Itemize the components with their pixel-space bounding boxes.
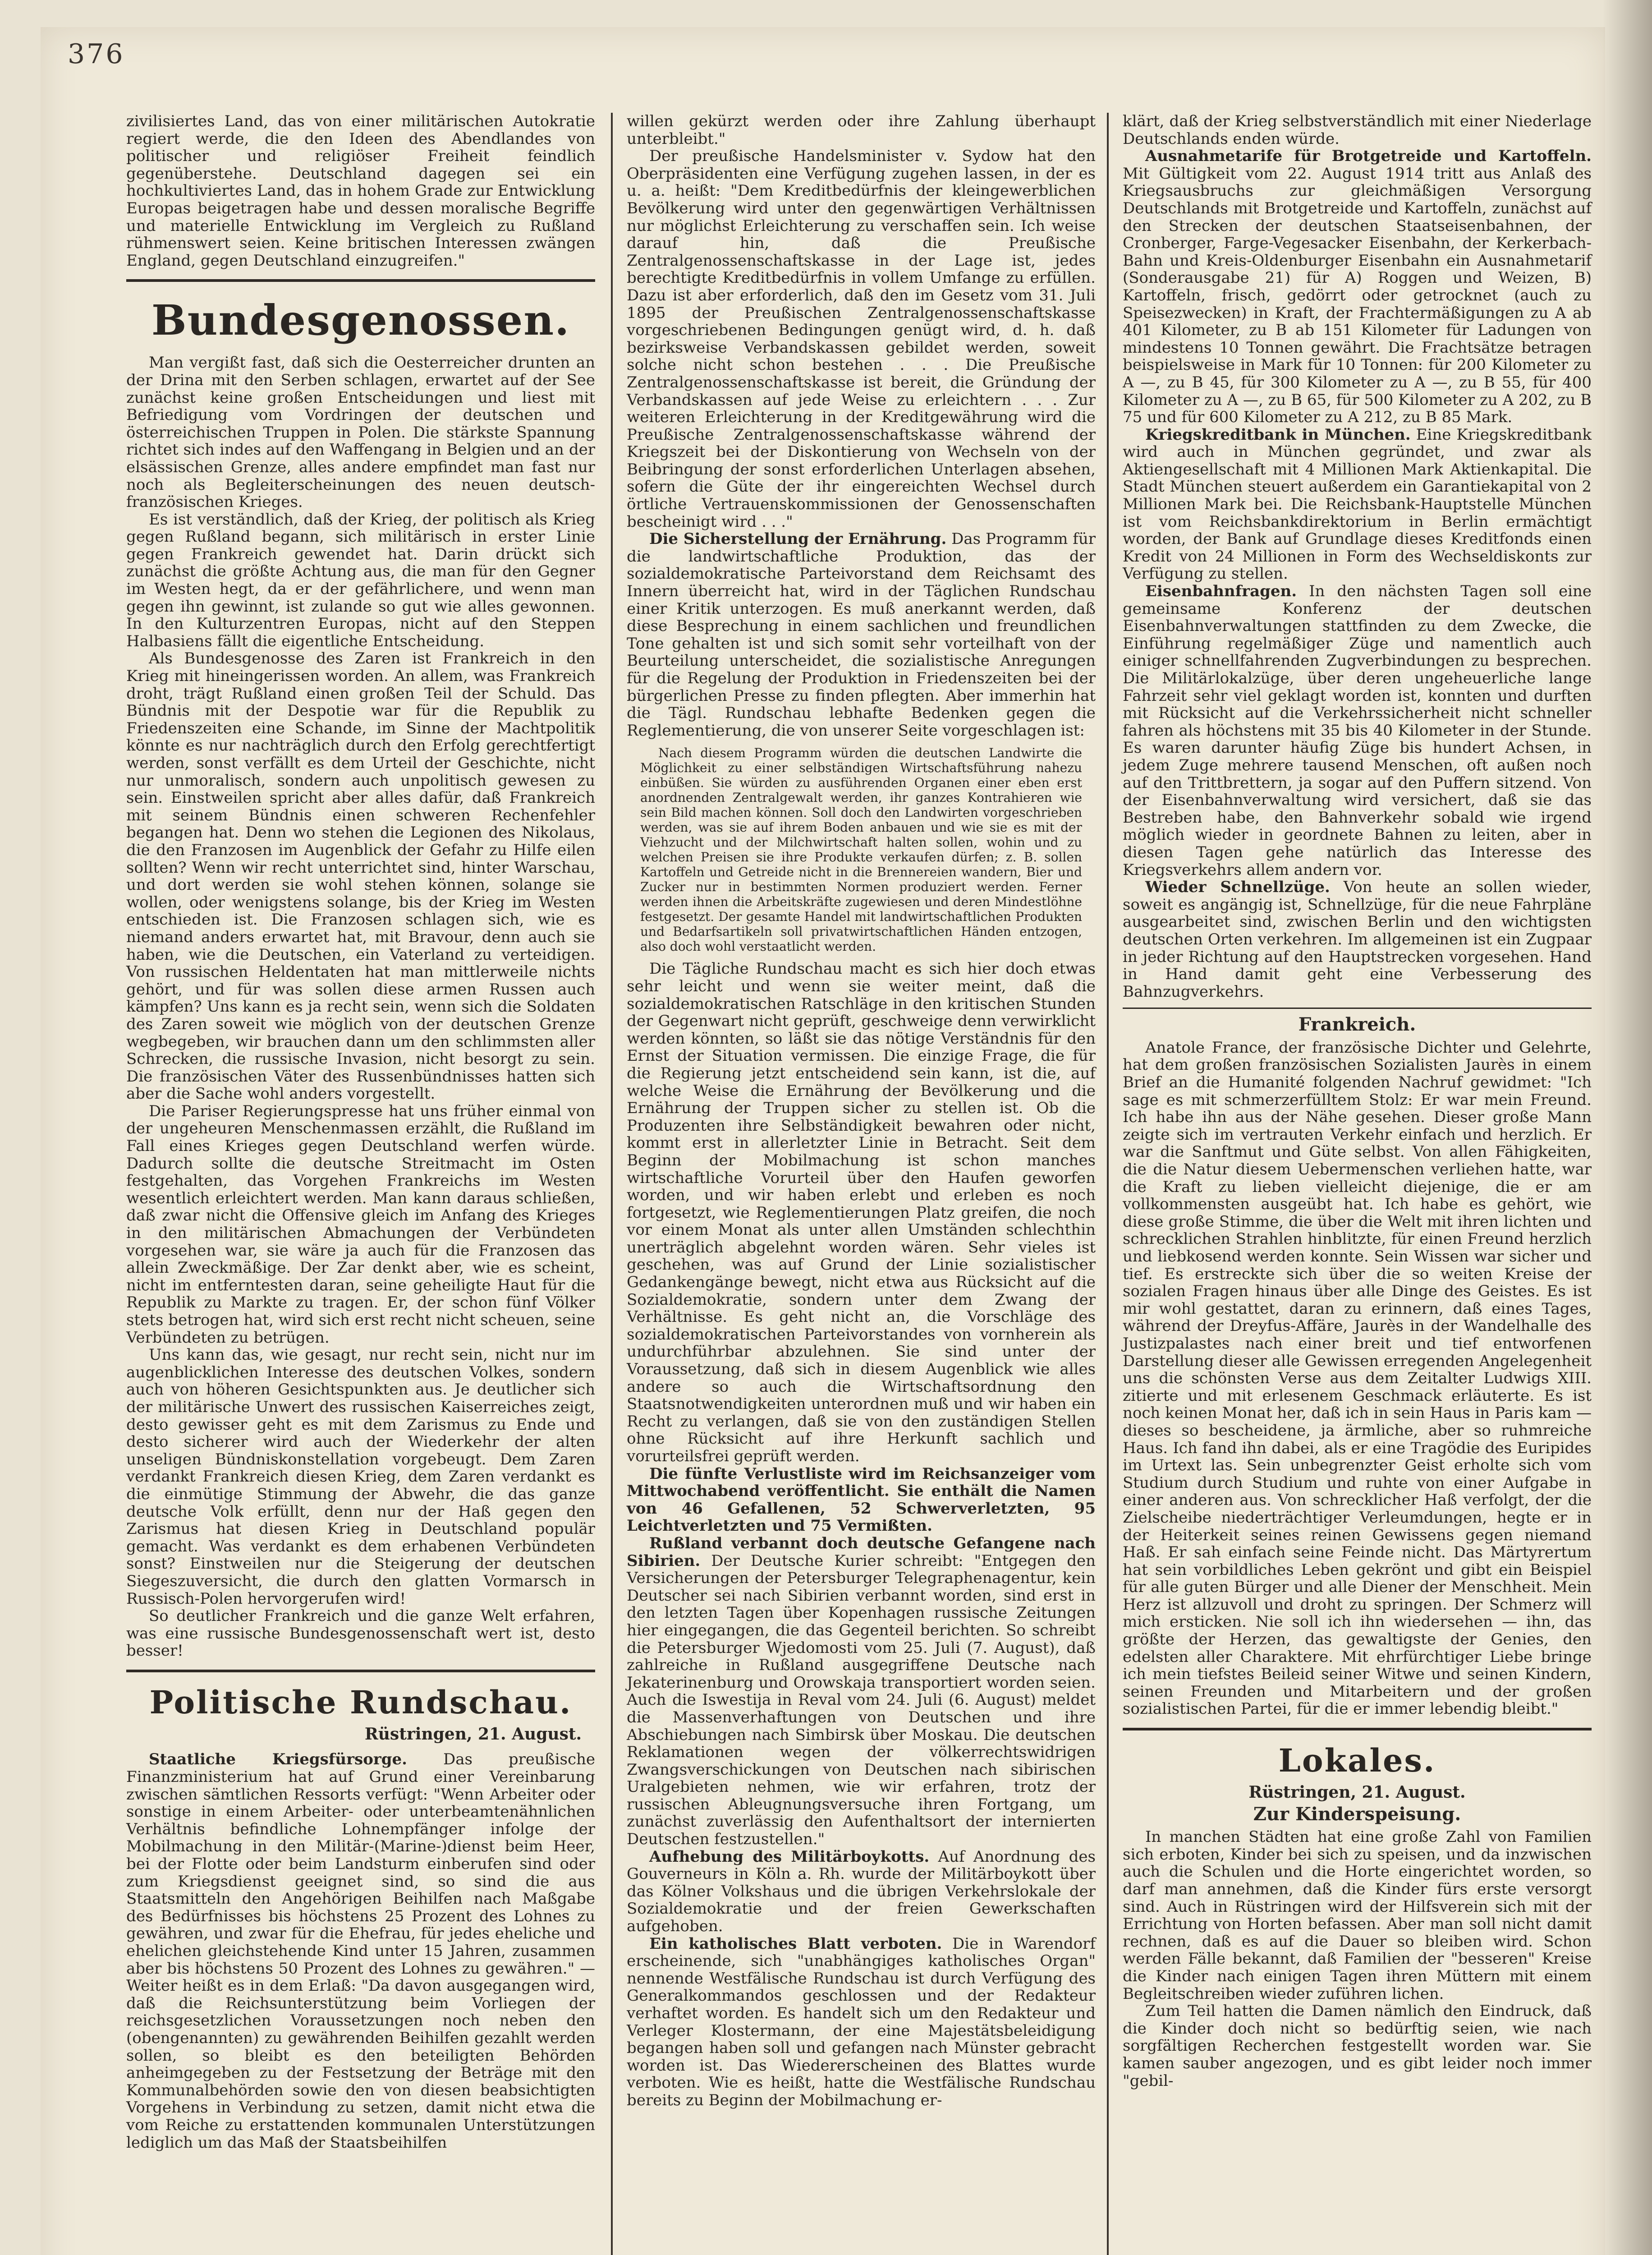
section-divider bbox=[1123, 1728, 1592, 1730]
item-text: Mit Gültigkeit vom 22. August 1914 tritt aus Anlaß des Kriegsausbruchs zur gleichmäßigen Versorgung Deutschlands mit Brotgetreide und Kartoffeln, zunächst auf den Strecken der deutschen Staatseisenbahnen, der Cronberger, Farge-Vegesacker Eisenbahn, der Kerkerbach-Bahn und Kreis-Oldenburger Eisenbahn ein Ausnahmetarif (Sonderausgabe 21) für A) Roggen und Weizen, B) Kartoffeln, frisch, gedörrt oder getrocknet (auch zu Speisezwecken) in Kraft, der Frachtermäßigungen zu A ab 401 Kilometer, zu B ab 151 Kilometer für Ladungen von mindestens 10 Tonnen gewährt. Die Frachtsätze betragen beispielsweise in Mark für 10 Tonnen: für 200 Kilometer zu A —, zu B 45, für 300 Kilometer zu A —, zu B 55, für 400 Kilometer zu A —, zu B 65, für 500 Kilometer zu A 202, zu B 75 und für 600 Kilometer zu A 212, zu B 85 Mark. bbox=[1123, 164, 1592, 427]
column-rule-2 bbox=[1107, 113, 1109, 2255]
page-edge-shadow bbox=[1602, 0, 1652, 2255]
heading-lokales: Lokales. bbox=[1278, 1742, 1436, 1780]
item-text: In den nächsten Tagen soll eine gemeinsame Konferenz der deutschen Eisenbahnverwaltungen stattfinden zu dem Zwecke, die Einführung regelmäßiger Züge und namentlich auch einiger schnellfahrenden Zugverbindungen zu besprechen. Die Militärlokalzüge, über deren ungeheuerliche lange Fahrzeit sehr viel geklagt worden ist, konnten und durften mit Rücksicht auf die Verkehrssicherheit nicht schneller fahren als höchstens mit 35 bis 40 Kilometer in der Stunde. Es waren darunter häufig Züge bis hundert Achsen, in jedem Zuge mehrere tausend Menschen, oft außen noch auf den Trittbrettern, ja sogar auf den Puffern sitzend. Von der Eisenbahnverwaltung wird versichert, daß sie das Bestreben habe, den Bahnverkehr sobald wie irgend möglich wieder in geordnete Bahnen zu leiten, aber in diesen Tagen gehe natürlich das Interesse des Kriegsverkehrs allem andern vor. bbox=[1123, 582, 1592, 879]
article-paragraph: Die Tägliche Rundschau macht es sich hier doch etwas sehr leicht und wenn sie weiter meint, daß die sozialdemokratischen Ratschläge in den kritischen Stunden der Gegenwart nicht geprüft, geschweige denn verwirklicht werden könnten, so läßt sie das nötige Verständnis für den Ernst der Situation vermissen. Die einzige Frage, die für die Regierung jetzt entscheidend sein kann, ist die, auf welche Weise die Ernährung der Bevölkerung und die Ernährung der Truppen sicher zu stellen ist. Ob die Produzenten ihre Selbständigkeit bewahren oder nicht, kommt erst in allerletzter Linie in Betracht. Seit dem Beginn der Mobilmachung ist schon manches wirtschaftliche Vorurteil über den Haufen geworfen worden, und wir haben erlebt und erleben es noch fortgesetzt, wie Reglementierungen Platz greifen, die noch vor einem Monat als unter allen Umständen schlechthin unerträglich abgelehnt worden wären. Sehr vieles ist geschehen, was auf Grund der Linie sozialistischer Gedankengänge bewegt, nicht etwa aus Rücksicht auf die Sozialdemokratie, sondern unter dem Zwang der Verhältnisse. Es geht nicht an, die Vorschläge des sozialdemokratischen Parteivorstandes von vornherein als undurchführbar abzulehnen. Sie sind unter der Voraussetzung, daß sich in diesem Augenblick wie alles andere so auch die Wirtschaftsordnung den Staatsnotwendigkeiten unterordnen muß und wir haben ein Recht zu verlangen, daß sie von den zuständigen Stellen ohne Rücksicht auf ihre Herkunft sachlich und vorurteilsfrei geprüft werden. bbox=[627, 960, 1096, 1465]
article-paragraph: So deutlicher Frankreich und die ganze Welt erfahren, was eine russische Bundesgenossenschaft wert ist, desto besser! bbox=[126, 1607, 595, 1660]
article-paragraph: Als Bundesgenosse des Zaren ist Frankreich in den Krieg mit hineingerissen worden. An allem, was Frankreich droht, trägt Rußland einen großen Teil der Schuld. Das Bündnis mit der Despotie war für die Republik zu Friedenszeiten eine Schande, im Sinne der Machtpolitik könnte es nur nachträglich durch den Erfolg gerechtfertigt werden, sonst verfällt es dem Urteil der Geschichte, nicht nur unmoralisch, sondern auch unpolitisch gewesen zu sein. Einstweilen spricht aber alles dafür, daß Frankreich mit seinem Bündnis einen schweren Rechenfehler begangen hat. Denn wo stehen die Legionen des Nikolaus, die den Franzosen im Augenblick der Gefahr zu Hilfe eilen sollten? Wenn wir recht unterrichtet sind, hinter Warschau, und dort werden sie wohl stehen können, solange sie wollen, oder wenigstens solange, bis der Krieg im Westen entschieden ist. Die Franzosen schlagen sich, wie es niemand anders erwartet hat, mit Bravour, denn auch sie haben, wie die Deutschen, ein Vaterland zu verteidigen. Von russischen Heldentaten hat man mittlerweile nichts gehört, und für was sollen diese armen Russen auch kämpfen? Uns kann es ja recht sein, wenn sich die Soldaten des Zaren soweit wie möglich von der deutschen Grenze wegbegeben, wir brauchen dann um den schlimmsten aller Schrecken, die russische Invasion, nicht besorgt zu sein. Die französischen Väter des Russenbündnisses hatten sich aber die Sache wohl anders vorgestellt. bbox=[126, 649, 595, 1103]
heading-frankreich: Frankreich. bbox=[1298, 1014, 1416, 1035]
item-lead: Wieder Schnellzüge. bbox=[1145, 878, 1330, 897]
article-paragraph bbox=[1123, 426, 1592, 583]
article-paragraph bbox=[627, 1535, 1096, 1848]
quoted-passage: Nach diesem Programm würden die deutschen Landwirte die Möglichkeit zu einer selbständigen Wirtschaftsführung nahezu einbüßen. Sie würden zu ausführenden Organen einer eben erst anordnenden Zentralgewalt werden, ihr ganzes Kontrahieren wie sein Bild machen können. Soll doch den Landwirten vorgeschrieben werden, was sie auf ihrem Boden anbauen und wie sie es mit der Viehzucht und der Milchwirtschaft halten sollen, wohin und zu welchen Preisen sie ihre Produkte verkaufen dürfen; z. B. sollen Kartoffeln und Getreide nicht in die Brennereien wandern, Bier und Zucker nur in bestimmten Normen produziert werden. Ferner werden ihnen die Arbeitskräfte zugewiesen und deren Mindestlöhne festgesetzt. Der gesamte Handel mit landwirtschaftlichen Produkten und Bedarfsartikeln soll privatwirtschaftlichen Händen entzogen, also doch wohl verstaatlicht werden. bbox=[640, 746, 1082, 954]
article-paragraph: Die Pariser Regierungspresse hat uns früher einmal von der ungeheuren Menschenmassen erzählt, die Rußland im Fall eines Krieges gegen Deutschland werfen würde. Dadurch sollte die deutsche Streitmacht im Osten festgehalten, das Vorgehen Frankreichs im Westen wesentlich erleichtert werden. Man kann daraus schließen, daß zwar nicht die Offensive gleich im Anfang des Krieges in den militärischen Abmachungen der Verbündeten vorgesehen war, sie wäre ja auch für die Franzosen das allein Zweckmäßige. Der Zar denkt aber, wie es scheint, nicht im entferntesten daran, seine geheiligte Haut für die Republik zu Markte zu tragen. Er, der schon fünf Völker stets betrogen hat, wird sich erst recht nicht scheuen, seine Verbündeten zu betrügen. bbox=[126, 1102, 595, 1347]
column-2 bbox=[627, 113, 1096, 2109]
article-paragraph bbox=[627, 1935, 1096, 2109]
article-paragraph bbox=[1123, 879, 1592, 1000]
item-text: Das Programm für die landwirtschaftliche Produktion, das der sozialdemokratische Parteivorstand dem Reichsamt des Innern überreicht hat, wird in der Täglichen Rundschau einer Kritik unterzogen. Es muß anerkannt werden, daß diese Besprechung in einem sachlichen und freundlichen Tone gehalten ist und sich somit sehr vorteilhaft von der Beurteilung unterscheidet, die sozialistische Anregungen für die Regelung der Produktion in Friedenszeiten bei der bürgerlichen Presse zu finden pflegten. Aber immerhin hat die Tägl. Rundschau lebhafte Bedenken gegen die Reglementierung, die von unserer Seite vorgeschlagen ist: bbox=[627, 530, 1096, 740]
item-text: Die in Warendorf erscheinende, sich "unabhängiges katholisches Organ" nennende Westfälische Rundschau ist durch Verfügung des Generalkommandos geschlossen und der Redakteur verhaftet worden. Es handelt sich um den Redakteur und Verleger Klostermann, der eine Majestätsbeleidigung begangen haben soll und gefangen nach Münster gebracht worden ist. Das Wiedererscheinen des Blattes wurde verboten. Wie es heißt, hatte die Westfälische Rundschau bereits zu Beginn der Mobilmachung er- bbox=[627, 1934, 1096, 2109]
article-paragraph bbox=[1123, 583, 1592, 879]
section-divider bbox=[126, 1670, 595, 1672]
item-lead: Ein katholisches Blatt verboten. bbox=[649, 1934, 942, 1953]
dateline: Rüstringen, 21. August. bbox=[364, 1724, 582, 1744]
section-divider bbox=[1123, 1008, 1592, 1009]
item-lead: Kriegskreditbank in München. bbox=[1145, 425, 1411, 444]
article-paragraph bbox=[627, 1465, 1096, 1535]
article-paragraph bbox=[126, 1751, 595, 2151]
article-paragraph: Der preußische Handelsminister v. Sydow hat den Oberpräsidenten eine Verfügung zugehen lassen, in der es u. a. heißt: "Dem Kreditbedürfnis der kleingewerblichen Bevölkerung wird unter den gegenwärtigen Verhältnissen nur möglichst Erleichterung zu verschaffen sein. Ich weise darauf hin, daß die Preußische Zentralgenossenschaftskasse in der Lage ist, jedes berechtigte Kreditbedürfnis in vollem Umfange zu erfüllen. Dazu ist aber erforderlich, daß den im Gesetz vom 31. Juli 1895 der Preußischen Zentralgenossenschaftskasse vorgeschriebenen Bedingungen genügt wird, d. h. daß bezirksweise Verbandskassen gebildet werden, soweit solche nicht schon bestehen . . . Die Preußische Zentralgenossenschaftskasse ist bereit, die Gründung der Verbandskassen auf jede Weise zu erleichtern . . . Zur weiteren Erleichterung in der Kreditgewährung wird die Preußische Zentralgenossenschaftskasse während der Kriegszeit bei der Diskontierung von Wechseln von der Beibringung der sonst erforderlichen Unterlagen absehen, sofern die Güte der ihr eingereichten Wechsel durch örtliche Vertrauenskommissionen der Genossenschaften bescheinigt wird . . ." bbox=[627, 147, 1096, 531]
col2-intro: willen gekürzt werden oder ihre Zahlung überhaupt unterbleibt." bbox=[627, 112, 1096, 148]
column-rule-1 bbox=[611, 113, 613, 2255]
page-number: 376 bbox=[68, 38, 125, 70]
item-text: Der Deutsche Kurier schreibt: "Entgegen den Versicherungen der Petersburger Telegraphenagentur, kein Deutscher sei nach Sibirien verbannt worden, sind erst in den letzten Tagen über Kopenhagen russische Zeitungen hier eingegangen, die das Gegenteil berichten. So schreibt die Petersburger Wjedomosti vom 25. Juli (7. August), daß zahlreiche in Rußland ausgegriffene Deutsche nach Jekaterinenburg und Orowskaja transportiert worden seien. Auch die Iswestija in Reval vom 24. Juli (6. August) meldet die Massenverhaftungen von Deutschen und ihre Abschiebungen nach Simbirsk über Moskau. Die deutschen Reklamationen wegen der völkerrechtswidrigen Zwangsverschickungen von Deutschen nach sibirischen Uralgebieten nehmen, wie wir erfahren, trotz der russischen Ableugnungsversuche ihren Fortgang, um zunächst zuverlässig den Aufenthaltsort der internierten Deutschen festzustellen." bbox=[627, 1551, 1096, 1849]
item-lead: Aufhebung des Militärboykotts. bbox=[649, 1847, 930, 1866]
item-lead: Rußland verbannt doch deutsche Gefangene nach Sibirien. bbox=[627, 1534, 1096, 1570]
column-3 bbox=[1123, 113, 1592, 2089]
heading-bundesgenossen: Bundesgenossen. bbox=[151, 296, 570, 345]
column-1 bbox=[126, 113, 595, 2151]
item-text: Das preußische Finanzministerium hat auf Grund einer Vereinbarung zwischen sämtlichen Ressorts verfügt: "Wenn Arbeiter oder sonstige in einem Arbeiter- oder unterbeamtenähnlichen Verhältnis befindliche Lohnempfänger infolge der Mobilmachung in den Militär-(Marine-)dienst beim Heer, bei der Flotte oder beim Landsturm einberufen sind oder zum Kriegsdienst geeignet sind, so sind die aus Staatsmitteln den Angehörigen Beihilfen nach Maßgabe des Bedürfnisses bis höchstens 25 Prozent des Lohnes zu gewähren, und zwar für die Ehefrau, für jedes eheliche und ehelichen gleichstehende Kind unter 15 Jahren, zusammen aber bis höchstens 50 Prozent des Lohnes zu gewähren." — Weiter heißt es in dem Erlaß: "Da davon ausgegangen wird, daß die Reichsunterstützung beim Vorliegen der reichsgesetzlichen Voraussetzungen noch neben den (obengenannten) zu gewährenden Beihilfen gezahlt werden sollen, so bleibt es den beteiligten Behörden anheimgegeben zu der Festsetzung der Beträge mit den Kommunalbehörden sowie den von diesen beabsichtigten Vorgehens in Verbindung zu setzen, damit nicht etwa die vom Reiche zu erstattenden kommunalen Unterstützungen lediglich um das Maß der Staatsbeihilfen bbox=[126, 1750, 595, 2152]
article-paragraph bbox=[627, 530, 1096, 739]
item-text: Von heute an sollen wieder, soweit es angängig ist, Schnellzüge, für die neue Fahrpläne ausgearbeitet sind, zwischen Berlin und den wichtigsten deutschen Orten verkehren. Im allgemeinen ist ein Zugpaar in jeder Richtung auf den Hauptstrecken vorgesehen. Hand in Hand damit geht eine Verbesserung des Bahnzugverkehrs. bbox=[1123, 878, 1592, 1001]
item-lead: Eisenbahnfragen. bbox=[1145, 582, 1297, 601]
item-text: wird im Reichsanzeiger vom Mittwochabend veröffentlicht. Sie enthält die Namen von 46 Gefallenen, 52 Schwerverletzten, 95 Leichtverletzten und 75 Vermißten. bbox=[627, 1464, 1096, 1535]
article-paragraph: Man vergißt fast, daß sich die Oesterreicher drunten an der Drina mit den Serben schlagen, erwartet auf der See zunächst keine großen Entscheidungen und liest mit Befriedigung vom Vordringen der deutschen und österreichischen Truppen in Polen. Die stärkste Spannung richtet sich indes auf den Waffengang in Belgien und an der elsässischen Grenze, alles andere empfindet man fast nur noch als Begleiterscheinungen des neuen deutsch-französischen Krieges. bbox=[126, 354, 595, 511]
heading-kinderspeisung: Zur Kinderspeisung. bbox=[1253, 1803, 1461, 1825]
col1-intro: zivilisiertes Land, das von einer militärischen Autokratie regiert werde, die den Ideen des Abendlandes von politischer und religiöser Freiheit feindlich gegenüberstehe. Deutschland dagegen sei ein hochkultiviertes Land, das in hohem Grade zur Entwicklung Europas beigetragen habe und dessen moralische Begriffe und materielle Entwicklung im Vergleich zu Rußland rühmenswert seien. Keine britischen Interessen zwängen England, gegen Deutschland einzugreifen." bbox=[126, 112, 595, 270]
dateline: Rüstringen, 21. August. bbox=[1248, 1783, 1466, 1802]
article-paragraph bbox=[627, 1848, 1096, 1935]
item-lead: Staatliche Kriegsfürsorge. bbox=[149, 1750, 408, 1769]
article-paragraph: Es ist verständlich, daß der Krieg, der politisch als Krieg gegen Rußland begann, sich militärisch in erster Linie gegen Frankreich gewendet hat. Darin drückt sich zunächst die größte Achtung aus, die man für den Gegner im Westen hegt, da er der gefährlichere, und wenn man gegen ihn gewinnt, ist zulande so gut wie alles gewonnen. In den Kulturzentren Europas, nicht auf den Steppen Halbasiens fällt die eigentliche Entscheidung. bbox=[126, 510, 595, 650]
item-lead: Die fünfte Verlustliste bbox=[649, 1464, 842, 1483]
article-paragraph: In manchen Städten hat eine große Zahl von Familien sich erboten, Kinder bei sich zu speisen, und da inzwischen auch die Schulen und die Horte eingerichtet worden, so darf man annehmen, daß die Kinder fürs erste versorgt sind. Auch in Rüstringen wird der Hilfsverein sich mit der Errichtung von Horten befassen. Aber man soll nicht damit rechnen, daß es auf die Dauer so bleiben wird. Schon werden Fälle bekannt, daß Familien der "besseren" Kreise die Kinder nach einigen Tagen ihren Müttern mit einem Begleitschreiben wieder zuführen lichen. bbox=[1123, 1828, 1592, 2003]
section-divider bbox=[126, 279, 595, 282]
heading-politische-rundschau: Politische Rundschau. bbox=[149, 1683, 572, 1721]
item-text: Auf Anordnung des Gouverneurs in Köln a. Rh. wurde der Militärboykott über das Kölner Volkshaus und die übrigen Verkehrslokale der Sozialdemokratie und der freien Gewerkschaften aufgehoben. bbox=[627, 1847, 1096, 1936]
article-paragraph bbox=[1123, 147, 1592, 426]
article-paragraph: Uns kann das, wie gesagt, nur recht sein, nicht nur im augenblicklichen Interesse des deutschen Volkes, sondern auch von höheren Gesichtspunkten aus. Je deutlicher sich der militärische Unwert des russischen Kaiserreiches zeigt, desto gewisser geht es mit dem Zarismus zu Ende und desto sicherer wird auch der Wiederkehr der alten unseligen Bündniskonstellation vorgebeugt. Dem Zaren verdankt Frankreich diesen Krieg, dem Zaren verdankt es die einmütige Stimmung der Abwehr, die das ganze deutsche Volk erfüllt, denn nur der Haß gegen den Zarismus hat diesen Krieg in Deutschland populär gemacht. Was verdankt es dem erhabenen Verbündeten sonst? Einstweilen nur die Steigerung der deutschen Siegeszuversicht, die durch den glatten Vormarsch in Russisch-Polen hervorgerufen wird! bbox=[126, 1346, 595, 1608]
article-paragraph: Anatole France, der französische Dichter und Gelehrte, hat dem großen französischen Sozialisten Jaurès in einem Brief an die Humanité folgenden Nachruf gewidmet: "Ich sage es mit schmerzerfülltem Stolz: Er war mein Freund. Ich habe ihn aus der Nähe gesehen. Dieser große Mann zeigte sich im vertrauten Verkehr einfach und herzlich. Er war die Sanftmut und Güte selbst. Von allen Fähigkeiten, die die Natur diesem Uebermenschen verliehen hatte, war die Kraft zu lieben vielleicht diejenige, die er am vollkommensten ausgeübt hat. Ich habe es gehört, wie diese große Stimme, die über die Welt mit ihren lichten und schrecklichen Strahlen hinblitzte, für einen Freund herzlich und liebkosend werden konnte. Sein Wissen war sicher und tief. Es erstreckte sich über die so weiten Kreise der sozialen Fragen hinaus über alle Dinge des Geistes. Es ist mir wohl gestattet, daran zu erinnern, daß eines Tages, während der Dreyfus-Affäre, Jaurès in der Wandelhalle des Justizpalastes nach einer breit und tief entworfenen Darstellung dieser alle Gewissen erregenden Angelegenheit uns die schönsten Verse aus dem Zeitalter Ludwigs XIII. zitierte und mit erlesenem Geschmack erläuterte. Es ist noch keinen Monat her, daß ich in sein Haus in Paris kam — dieses so bescheidene, ja ärmliche, aber so ruhmreiche Haus. Ich fand ihn dabei, als er eine Tragödie des Euripides im Urtext las. Sein unbegrenzter Geist erholte sich vom Studium durch Studium und ruhte von einer Aufgabe in einer anderen aus. Von schrecklicher Haß verfolgt, der die Zielscheibe niederträchtiger Verleumdungen, hegte er in der Heiterkeit seines reinen Gewissens gegen niemand Haß. Er sah einfach seine Feinde nicht. Das Märtyrertum hat sein vorbildliches Leben gekrönt und gibt ein Beispiel für alle guten Bürger und alle Diener der Menschheit. Mein Herz ist allzuvoll und droht zu springen. Der Schmerz will mich ersticken. Nie soll ich ihn wiedersehen — ihn, das größte der Herzen, das gewaltigste der Genies, den edelsten aller Charaktere. Mit ehrfürchtiger Liebe bringe ich mein tiefstes Beileid seiner Witwe und seinen Kindern, seinen Freunden und Mitarbeitern und der großen sozialistischen Partei, für die er immer lebendig bleibt." bbox=[1123, 1038, 1592, 1718]
item-text: Eine Kriegskreditbank wird auch in München gegründet, und zwar als Aktiengesellschaft mit 4 Millionen Mark Aktienkapital. Die Stadt München steuert außerdem ein Garantiekapital von 2 Millionen Mark bei. Die Reichsbank-Hauptstelle München ist vom Reichsbankdirektorium in Berlin ermächtigt worden, der Bank auf Grundlage dieses Kreditfonds einen Kredit von 24 Millionen in Form des Wechseldiskonts zur Verfügung zu stellen. bbox=[1123, 425, 1592, 583]
col3-intro: klärt, daß der Krieg selbstverständlich mit einer Niederlage Deutschlands enden würde. bbox=[1123, 112, 1592, 148]
item-lead: Die Sicherstellung der Ernährung. bbox=[649, 530, 947, 548]
article-paragraph: Zum Teil hatten die Damen nämlich den Eindruck, daß die Kinder doch nicht so bedürftig seien, wie nach sorgfältigen Recherchen festgestellt worden war. Sie kamen sauber angezogen, und es gibt leider noch immer "gebil- bbox=[1123, 2002, 1592, 2090]
item-lead: Ausnahmetarife für Brotgetreide und Kartoffeln. bbox=[1145, 147, 1592, 166]
